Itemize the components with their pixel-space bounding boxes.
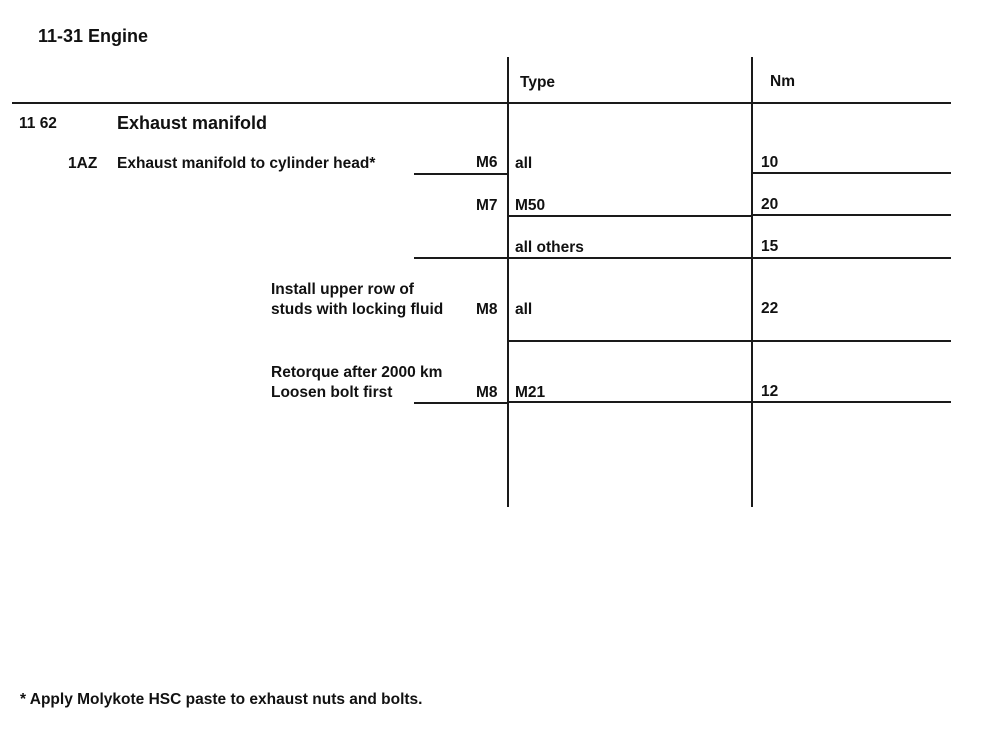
column-header-nm: Nm [770,73,795,90]
row-note-line1: Retorque after 2000 km [271,364,443,381]
row-type: all [515,155,533,172]
row-type: M50 [515,197,546,214]
row-torque: 15 [761,238,779,255]
row-rule-right [508,340,951,342]
row-torque: 12 [761,383,779,400]
row-torque: 20 [761,196,779,213]
row-torque: 10 [761,154,779,171]
row-type: all others [515,239,584,256]
row-note-line2: studs with locking fluid [271,301,444,318]
row-note-line2: Loosen bolt first [271,384,393,401]
item-description: Exhaust manifold to cylinder head* [117,155,376,172]
footnote: * Apply Molykote HSC paste to exhaust nuts and bolts. [20,691,423,708]
row-rule-left [414,173,507,175]
header-rule [12,102,951,104]
column-divider-nm [751,57,753,507]
row-rule-type [508,401,951,403]
row-type: M21 [515,384,546,401]
row-rule-full [414,257,951,259]
row-rule-type [508,215,751,217]
row-type: all [515,301,533,318]
row-thread: M8 [476,301,498,318]
item-code: 1AZ [68,155,98,172]
row-rule-right [752,172,951,174]
page-title: 11-31 Engine [38,26,149,46]
row-rule-right [752,214,951,216]
section-code: 11 62 [19,115,57,132]
column-divider-type [507,57,509,507]
row-thread: M7 [476,197,498,214]
row-note-line1: Install upper row of [271,281,414,298]
row-torque: 22 [761,300,779,317]
section-title: Exhaust manifold [117,113,268,133]
row-thread: M8 [476,384,498,401]
column-header-type: Type [520,74,556,91]
row-thread: M6 [476,154,498,171]
row-rule-left [414,402,507,404]
